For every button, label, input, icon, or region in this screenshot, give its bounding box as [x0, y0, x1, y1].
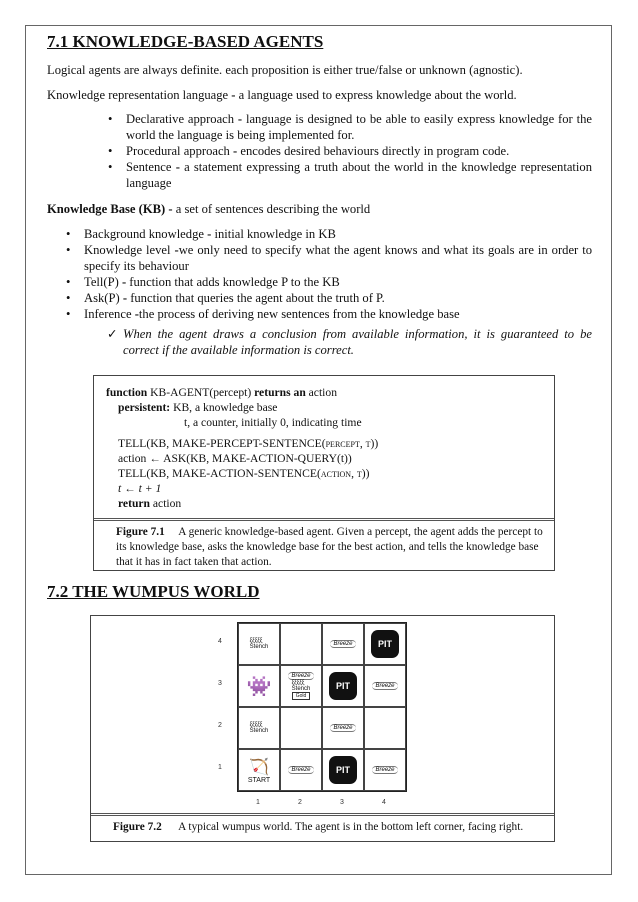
grid-cell	[238, 665, 280, 707]
definition: - function that adds knowledge P to the KB	[121, 275, 340, 289]
bullet-item	[66, 226, 592, 242]
breeze-label: Breeze	[330, 724, 355, 732]
stench-label: ξξξξξ Stench	[291, 680, 311, 692]
figure-caption	[91, 813, 554, 835]
code-line: return action	[118, 497, 182, 510]
grid-cell	[322, 707, 364, 749]
code-line: TELL(KB, MAKE-PERCEPT-SENTENCE(percept, t))	[118, 437, 379, 450]
stench-text: Stench	[249, 644, 269, 650]
grid-cell	[364, 707, 406, 749]
grid-cell	[322, 749, 364, 791]
bullet-icon: •	[66, 307, 71, 321]
breeze-label: Breeze	[372, 766, 397, 774]
column-label: 4	[382, 799, 386, 806]
term: Knowledge level	[84, 243, 171, 257]
bullet-item	[108, 143, 592, 159]
bullet-item	[108, 159, 592, 191]
grid-cell	[280, 707, 322, 749]
paragraph-kb	[47, 201, 595, 217]
grid-cell	[322, 665, 364, 707]
definition: -the process of deriving new sentences from the knowledge base	[134, 307, 460, 321]
bullet-icon: •	[66, 275, 71, 289]
pit: PIT	[371, 630, 399, 658]
definition: - a language used to express knowledge about the world.	[231, 88, 517, 102]
breeze-label: Breeze	[288, 672, 313, 680]
stench-text: Stench	[291, 686, 311, 692]
paragraph	[47, 87, 595, 103]
column-label: 1	[256, 799, 260, 806]
definition: - language is designed to be able to easily express knowledge for the world the language is being implemented for.	[126, 112, 592, 142]
term: Knowledge Base (KB)	[47, 202, 166, 216]
term: Ask(P)	[84, 291, 120, 305]
grid-cell	[280, 623, 322, 665]
pseudocode	[106, 385, 378, 511]
term: Sentence	[126, 160, 172, 174]
column-label: 2	[298, 799, 302, 806]
definition: - initial knowledge in KB	[207, 227, 336, 241]
bullet-item	[66, 274, 592, 290]
section-heading-7-1: 7.1 KNOWLEDGE-BASED AGENTS	[47, 32, 324, 51]
grid-cell	[364, 623, 406, 665]
grid-cell	[322, 623, 364, 665]
grid-cell	[364, 749, 406, 791]
code-line: action ← ASK(KB, MAKE-ACTION-QUERY(t))	[118, 452, 352, 465]
caption-text: A typical wumpus world. The agent is in the bottom left corner, facing right.	[178, 821, 524, 833]
bullet-item	[66, 306, 592, 322]
bullet-item	[66, 290, 592, 306]
check-text: When the agent draws a conclusion from available information, it is guaranteed to be correct if the available information is correct.	[123, 327, 592, 357]
bullet-item	[108, 111, 592, 143]
definition: - function that queries the agent about the truth of P.	[122, 291, 385, 305]
term: Tell(P)	[84, 275, 119, 289]
row-label: 1	[218, 764, 222, 771]
start-label: START	[247, 776, 271, 784]
bullet-icon: •	[66, 227, 71, 241]
breeze-label: Breeze	[288, 766, 313, 774]
code-line: persistent: KB, a knowledge base	[118, 401, 278, 414]
caption-label: Figure 7.2	[113, 821, 162, 833]
pit: PIT	[329, 756, 357, 784]
check-item	[107, 326, 592, 358]
grid-cell	[280, 665, 322, 707]
checkmark-icon: ✓	[107, 327, 118, 341]
caption-text: A generic knowledge-based agent. Given a percept, the agent adds the percept to its knowledge base, asks the knowledge base for the best action, and tells the knowledge base that it has in fact taken that action.	[116, 526, 543, 568]
code-line: t ← t + 1	[118, 482, 162, 495]
definition: - a set of sentences describing the world	[168, 202, 371, 216]
figure-caption	[94, 518, 554, 570]
grid-cell	[364, 665, 406, 707]
row-label: 2	[218, 722, 222, 729]
bullet-icon: •	[66, 243, 71, 257]
gold-icon: Gold	[292, 692, 311, 700]
grid-cell	[280, 749, 322, 791]
grid-cell	[238, 749, 280, 791]
figure-7-1	[93, 375, 555, 571]
pit: PIT	[329, 672, 357, 700]
section-heading-7-2: 7.2 THE WUMPUS WORLD	[47, 582, 260, 601]
row-label: 3	[218, 680, 222, 687]
bullet-icon: •	[66, 291, 71, 305]
figure-7-2	[90, 615, 555, 842]
wumpus-grid	[237, 622, 407, 792]
term: Procedural approach	[126, 144, 230, 158]
bullet-list-kb	[66, 226, 593, 322]
bullet-list-approaches	[108, 111, 592, 191]
bullet-icon: •	[108, 112, 113, 126]
bullet-icon: •	[108, 144, 113, 158]
breeze-label: Breeze	[330, 640, 355, 648]
bullet-item	[66, 242, 593, 274]
code-line: TELL(KB, MAKE-ACTION-SENTENCE(action, t))	[118, 467, 370, 480]
row-label: 4	[218, 638, 222, 645]
term: Inference	[84, 307, 132, 321]
code-line: t, a counter, initially 0, indicating time	[184, 416, 362, 429]
definition: -we only need to specify what the agent knows and what its goals are in order to specify its behaviour	[84, 243, 593, 273]
definition: - encodes desired behaviours directly in program code.	[233, 144, 510, 158]
breeze-label: Breeze	[372, 682, 397, 690]
term: Declarative approach	[126, 112, 235, 126]
caption-label: Figure 7.1	[116, 526, 165, 538]
term: Knowledge representation language	[47, 88, 229, 102]
grid-cell	[238, 707, 280, 749]
definition: - a statement expressing a truth about the world in the knowledge representation language	[126, 160, 592, 190]
stench-label: ξξξξξ Stench	[249, 638, 269, 650]
grid-cell	[238, 623, 280, 665]
stench-text: Stench	[249, 728, 269, 734]
wumpus-icon: 👾	[246, 675, 272, 698]
paragraph: Logical agents are always definite. each proposition is either true/false or unknown (agnostic).	[47, 63, 523, 77]
agent-icon: 🏹	[249, 758, 269, 776]
code-line: function KB-AGENT(percept) returns an action	[106, 386, 337, 399]
term: Background knowledge	[84, 227, 204, 241]
stench-label: ξξξξξ Stench	[249, 722, 269, 734]
bullet-icon: •	[108, 160, 113, 174]
column-label: 3	[340, 799, 344, 806]
